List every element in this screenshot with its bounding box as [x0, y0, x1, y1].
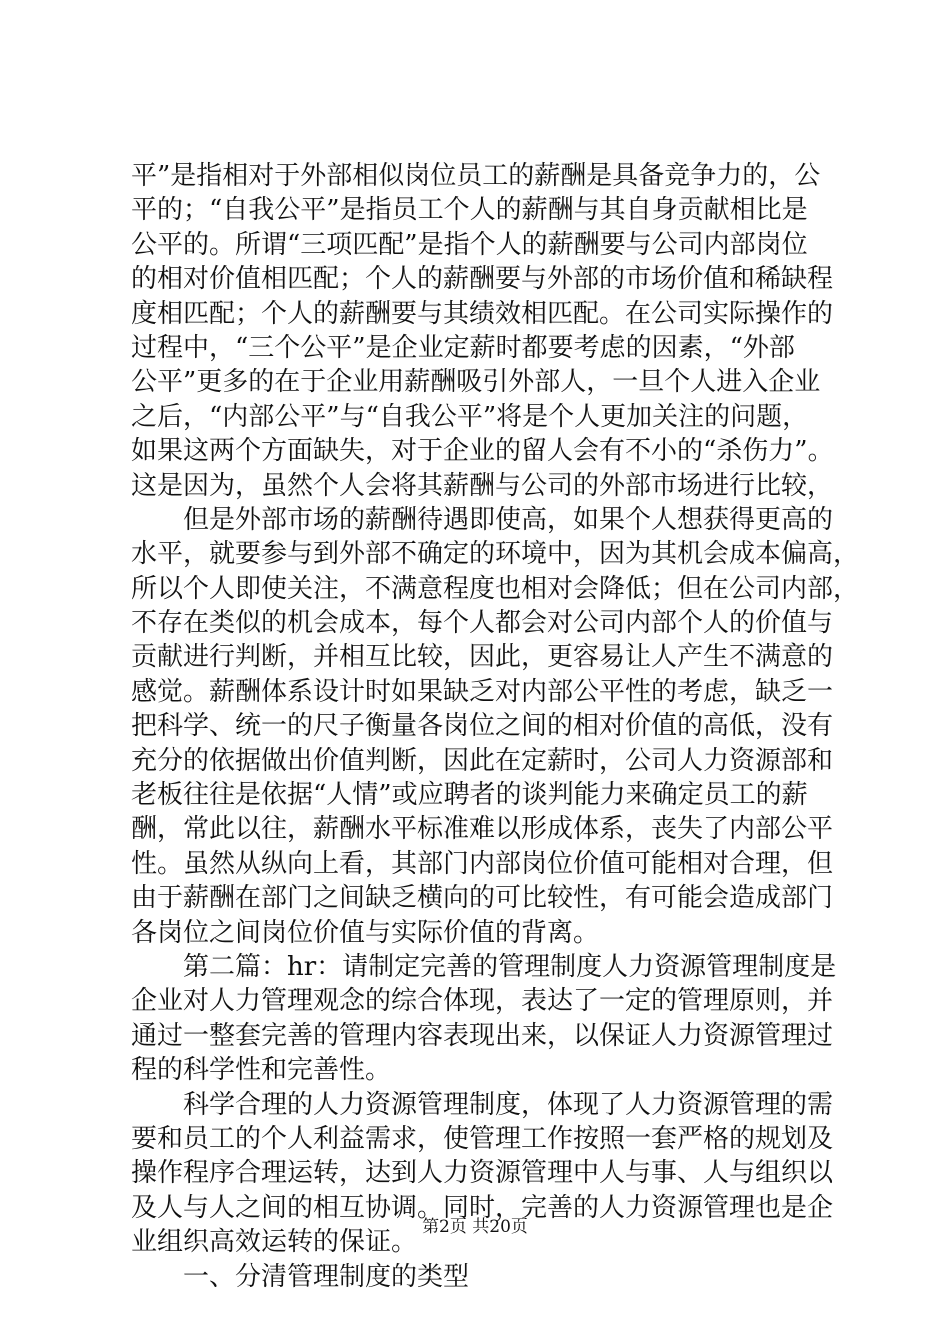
- text-line: 各岗位之间岗位价值与实际价值的背离。: [131, 917, 600, 948]
- text-line: 通过一整套完善的管理内容表现出来，以保证人力资源管理过: [131, 1020, 834, 1051]
- document-body: [131, 159, 860, 1294]
- text-line: 操作程序合理运转，达到人力资源管理中人与事、人与组织以: [131, 1158, 834, 1189]
- text-line: 不存在类似的机会成本，每个人都会对公司内部个人的价值与: [131, 608, 834, 639]
- text-line: 酬，常此以往，薪酬水平标准难以形成体系，丧失了内部公平: [131, 814, 834, 845]
- text-line: 程的科学性和完善性。: [131, 1055, 392, 1086]
- text-line: 感觉。薪酬体系设计时如果缺乏对内部公平性的考虑，缺乏一: [131, 676, 834, 707]
- text-line: 的相对价值相匹配；个人的薪酬要与外部的市场价值和稀缺程: [131, 264, 834, 295]
- text-line: 要和员工的个人利益需求，使管理工作按照一套严格的规划及: [131, 1123, 834, 1154]
- text-line: 第二篇：hr：请制定完善的管理制度人力资源管理制度是: [131, 951, 837, 982]
- text-line: 过程中，“三个公平”是企业定薪时都要考虑的因素，“外部: [131, 332, 795, 363]
- text-line: 之后，“内部公平”与“自我公平”将是个人更加关注的问题，: [131, 401, 809, 432]
- page-number-label: 第2页 共20页: [422, 1217, 528, 1237]
- text-line: 平的；“自我公平”是指员工个人的薪酬与其自身贡献相比是: [131, 195, 808, 226]
- text-line: 老板往往是依据“人情”或应聘者的谈判能力来确定员工的薪: [131, 780, 808, 811]
- text-line: 平”是指相对于外部相似岗位员工的薪酬是具备竞争力的，公: [131, 161, 821, 191]
- text-line: 及人与人之间的相互协调。同时，完善的人力资源管理也是企: [131, 1192, 834, 1223]
- text-line: 科学合理的人力资源管理制度，体现了人力资源管理的需: [131, 1089, 834, 1120]
- text-line: 一、分清管理制度的类型: [131, 1261, 470, 1292]
- text-line: 这是因为，虽然个人会将其薪酬与公司的外部市场进行比较，: [131, 470, 834, 501]
- text-line: 把科学、统一的尺子衡量各岗位之间的相对价值的高低，没有: [131, 711, 834, 742]
- text-line: 充分的依据做出价值判断，因此在定薪时，公司人力资源部和: [131, 745, 834, 776]
- page-footer: [0, 1212, 950, 1237]
- text-line: 水平，就要参与到外部不确定的环境中，因为其机会成本偏高，: [131, 539, 860, 570]
- text-line: 企业对人力管理观念的综合体现，表达了一定的管理原则，并: [131, 986, 834, 1017]
- text-line: 公平”更多的在于企业用薪酬吸引外部人，一旦个人进入企业: [131, 367, 821, 398]
- text-line: 但是外部市场的薪酬待遇即使高，如果个人想获得更高的: [131, 504, 834, 535]
- text-line: 所以个人即使关注，不满意程度也相对会降低；但在公司内部，: [131, 573, 860, 604]
- text-line: 贡献进行判断，并相互比较，因此，更容易让人产生不满意的: [131, 642, 834, 673]
- text-line: 性。虽然从纵向上看，其部门内部岗位价值可能相对合理，但: [131, 848, 834, 879]
- text-line: 业组织高效运转的保证。: [131, 1227, 418, 1258]
- text-line: 由于薪酬在部门之间缺乏横向的可比较性，有可能会造成部门: [131, 883, 834, 914]
- text-line: 如果这两个方面缺失，对于企业的留人会有不小的“杀伤力”。: [131, 436, 834, 467]
- text-line: 度相匹配；个人的薪酬要与其绩效相匹配。在公司实际操作的: [131, 298, 834, 329]
- text-line: 公平的。所谓“三项匹配”是指个人的薪酬要与公司内部岗位: [131, 229, 808, 260]
